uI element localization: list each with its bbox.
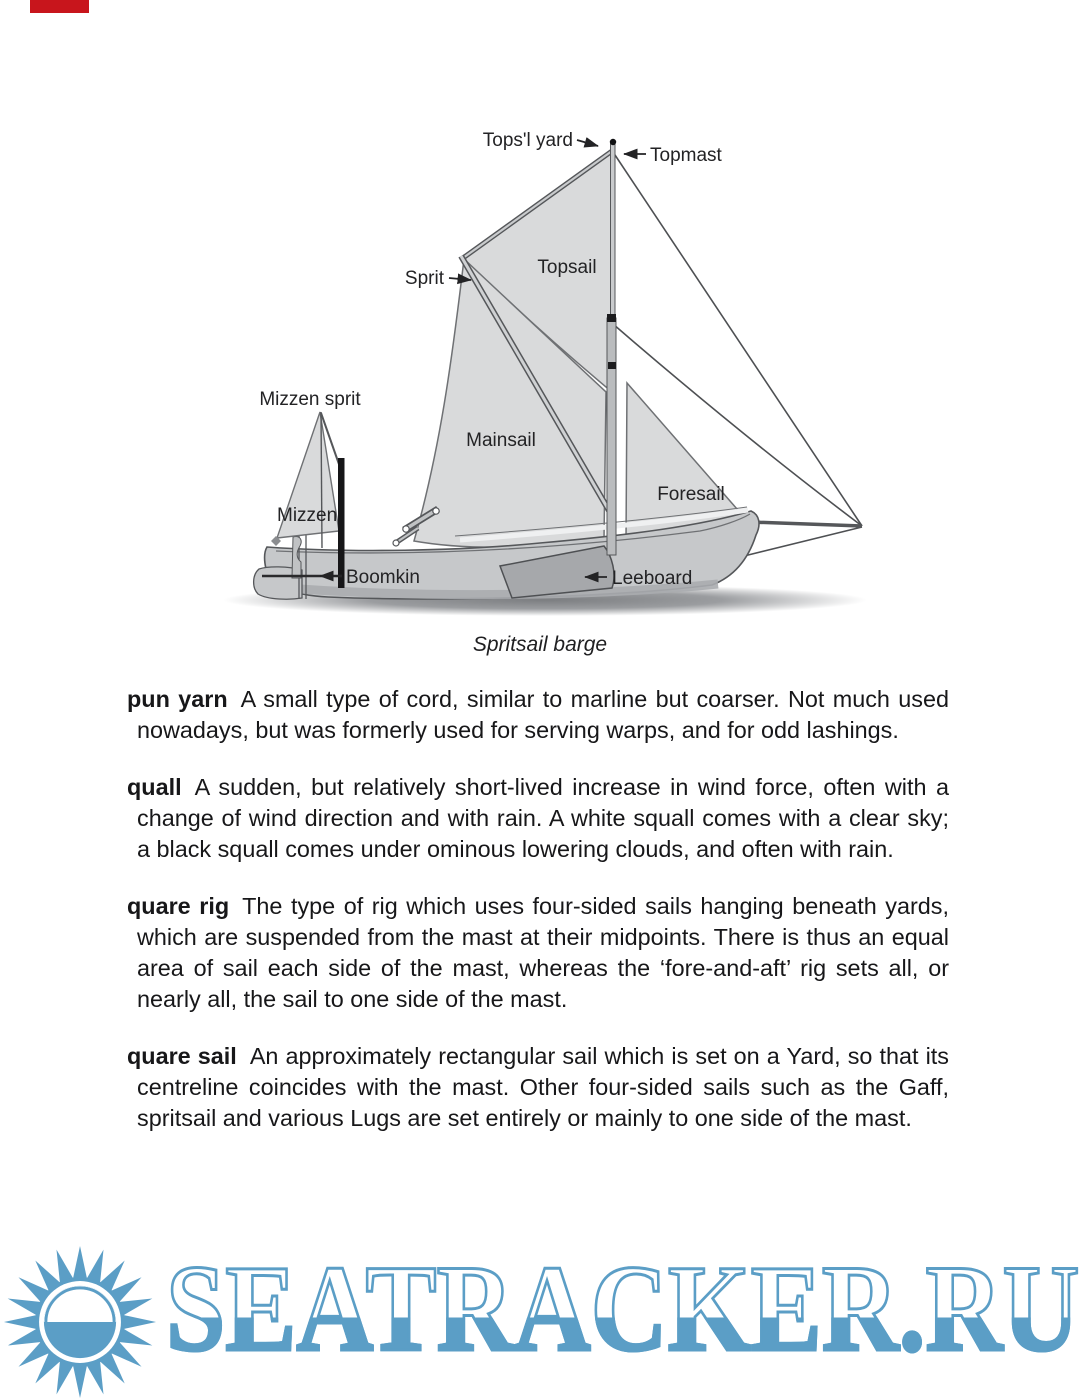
watermark-text: SEATRACKER.RU bbox=[166, 1240, 1080, 1377]
label-mizzen-sprit: Mizzen sprit bbox=[259, 389, 361, 410]
barge-drawing bbox=[220, 112, 880, 628]
entry-term: quare sail bbox=[127, 1043, 237, 1069]
dictionary-entry bbox=[127, 684, 949, 746]
label-topmast: Topmast bbox=[650, 145, 722, 166]
entry-definition: A sudden, but relatively short-lived increase in wind force, often with a change of wind direction and with rain. A white squall comes with a clear sky; a black squall comes under ominous lowering clouds, and often with rain. bbox=[137, 774, 949, 862]
dictionary-entry bbox=[127, 772, 949, 865]
label-mainsail: Mainsail bbox=[466, 430, 536, 451]
label-topsail: Topsail bbox=[537, 257, 597, 278]
dictionary-entry bbox=[127, 1041, 949, 1134]
topsl-yard-arrow bbox=[577, 140, 598, 146]
entry-term: quall bbox=[127, 774, 182, 800]
entry-term: pun yarn bbox=[127, 686, 228, 712]
label-mizzen: Mizzen bbox=[277, 505, 338, 526]
red-corner-mark bbox=[30, 0, 89, 13]
label-boomkin: Boomkin bbox=[346, 567, 420, 588]
label-leeboard: Leeboard bbox=[612, 568, 693, 589]
label-foresail: Foresail bbox=[657, 484, 725, 505]
entry-definition: An approximately rectangular sail which is set on a Yard, so that its centreline coincides with the mast. Other four-sided sails such as the Gaff, spritsail and various Lugs are set entirely or mainly to one side of the mast. bbox=[137, 1043, 949, 1131]
figure-caption: Spritsail barge bbox=[472, 633, 608, 656]
dictionary-entry bbox=[127, 891, 949, 1015]
sun-icon bbox=[2, 1244, 158, 1400]
dictionary-entries bbox=[127, 684, 949, 1160]
entry-definition: A small type of cord, similar to marline but coarser. Not much used nowadays, but was formerly used for serving warps, and for odd lashings. bbox=[137, 686, 949, 743]
entry-definition: The type of rig which uses four-sided sails hanging beneath yards, which are suspended from the mast at their midpoints. There is thus an equal area of sail each side of the mast, whereas the ‘fore-and-aft’ rig sets all, or nearly all, the sail to one side of the mast. bbox=[137, 893, 949, 1012]
entry-term: quare rig bbox=[127, 893, 230, 919]
label-sprit: Sprit bbox=[404, 268, 444, 289]
label-topsl-yard: Tops'l yard bbox=[482, 130, 573, 151]
spritsail-barge-diagram bbox=[220, 112, 880, 628]
